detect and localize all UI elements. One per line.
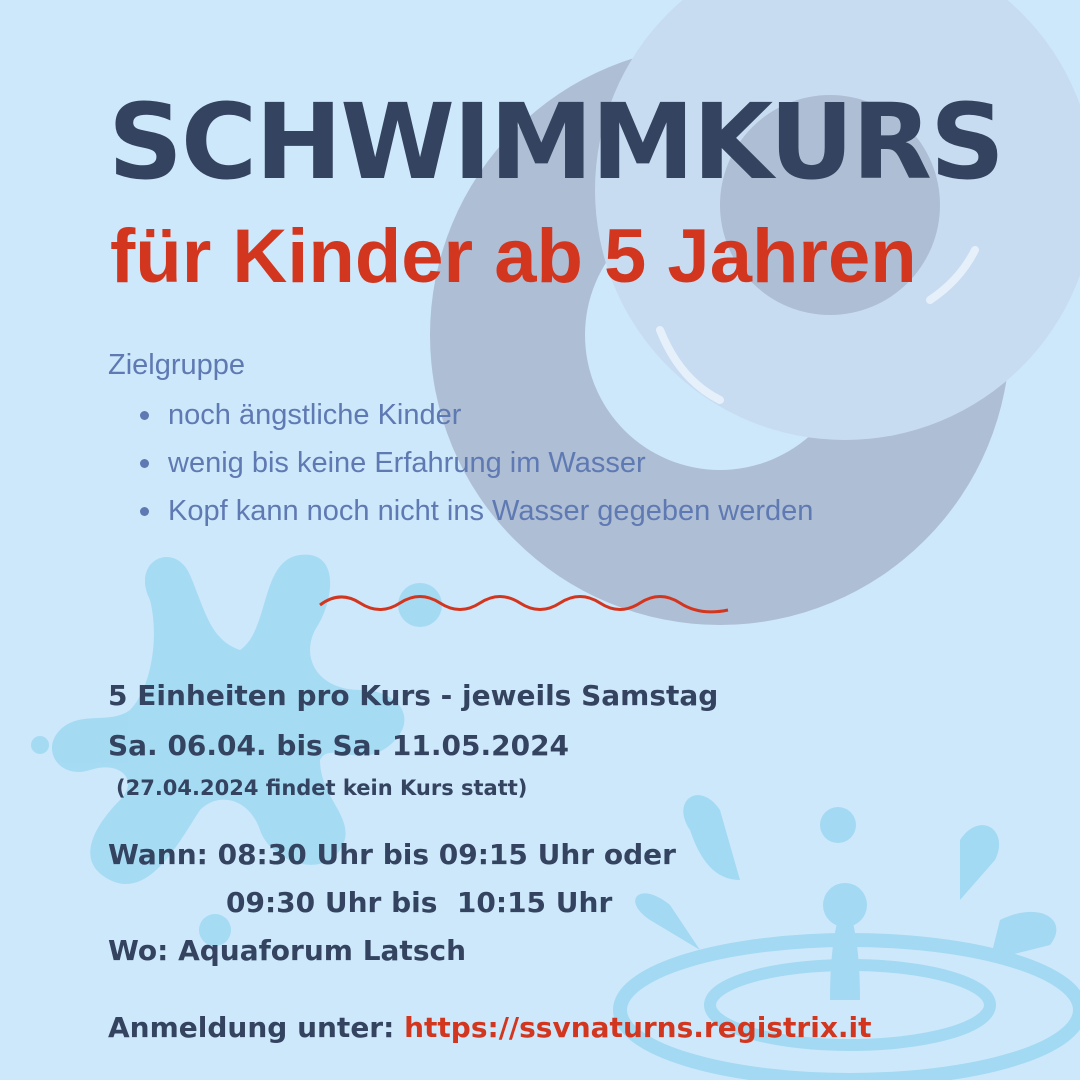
page-subtitle: für Kinder ab 5 Jahren xyxy=(110,214,917,299)
registration-link[interactable]: https://ssvnaturns.registrix.it xyxy=(404,1011,872,1044)
units-text: 5 Einheiten pro Kurs - jeweils Samstag xyxy=(108,679,719,712)
page-title: SCHWIMMKURS xyxy=(108,81,1003,203)
list-item: noch ängstliche Kinder xyxy=(108,391,813,439)
list-item: Kopf kann noch nicht ins Wasser gegeben werden xyxy=(108,487,813,535)
target-group-list xyxy=(108,391,813,535)
location-text: Wo: Aquaforum Latsch xyxy=(108,934,467,967)
list-item: wenig bis keine Erfahrung im Wasser xyxy=(108,439,813,487)
dates-text: Sa. 06.04. bis Sa. 11.05.2024 xyxy=(108,729,570,762)
registration-line xyxy=(108,1006,872,1050)
time-text-2: 09:30 Uhr bis 10:15 Uhr xyxy=(226,886,613,919)
note-text: (27.04.2024 findet kein Kurs statt) xyxy=(116,776,528,800)
registration-label: Anmeldung unter: xyxy=(108,1011,395,1044)
target-group-label: Zielgruppe xyxy=(108,349,246,381)
time-text-1: Wann: 08:30 Uhr bis 09:15 Uhr oder xyxy=(108,838,676,871)
